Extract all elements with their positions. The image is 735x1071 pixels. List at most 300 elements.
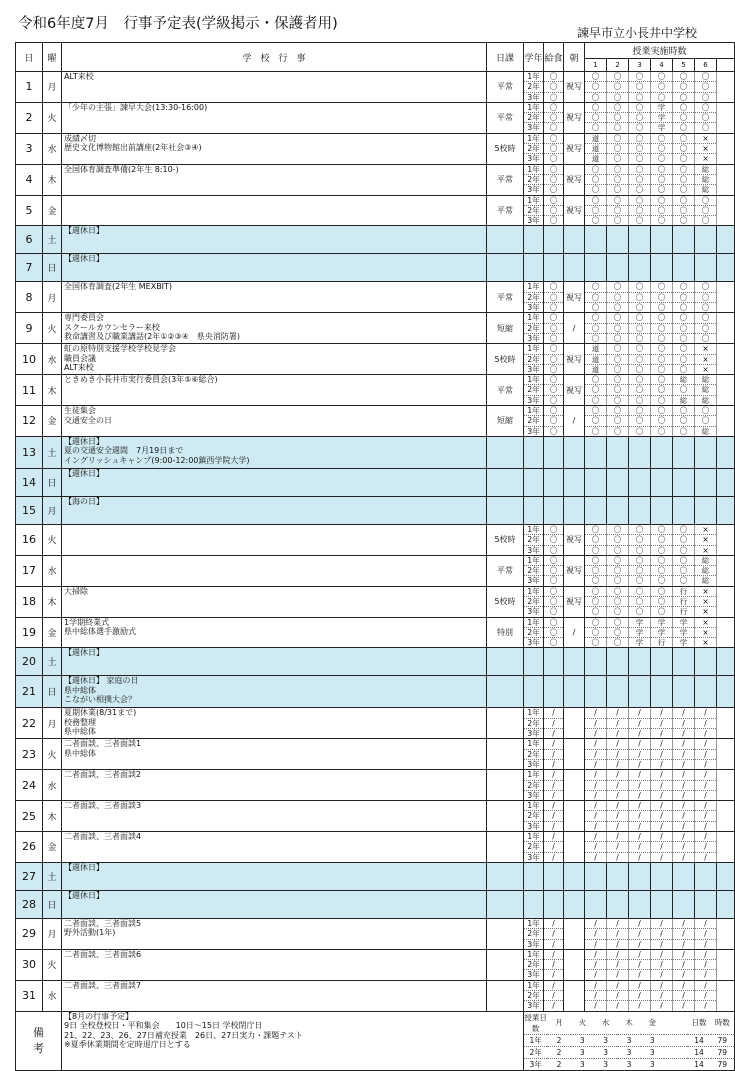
grade-label: 2年 [524, 628, 543, 638]
period-mark: 〇 [591, 576, 600, 586]
empty-cell [651, 862, 673, 890]
period-cell [673, 524, 695, 555]
day-of-week: 火 [43, 102, 62, 133]
empty-cell [673, 496, 695, 524]
event-cell [62, 739, 487, 770]
period-mark: 〇 [629, 282, 650, 292]
period-mark: × [695, 355, 716, 365]
period-mark: 〇 [591, 333, 600, 343]
period-mark: 〇 [657, 92, 666, 102]
event-cell [62, 862, 487, 890]
page-title: 令和6年度7月 行事予定表(学級掲示・保護者用) [18, 16, 338, 32]
empty-cell [607, 676, 629, 708]
period-mark: 〇 [585, 175, 606, 185]
period-mark: 〇 [679, 303, 688, 313]
event-cell [62, 555, 487, 586]
schedule-type [487, 980, 524, 1011]
event-line: ALT来校 [64, 363, 94, 373]
grade-cell [524, 406, 544, 437]
period-cell [651, 524, 673, 555]
event-line: 全国体育調査(2年生 MEXBIT) [64, 282, 173, 292]
meal-mark: 〇 [544, 134, 563, 144]
period-mark: 〇 [679, 154, 688, 164]
meal-mark: 〇 [544, 196, 563, 206]
grade-cell [524, 344, 544, 375]
period-mark: 学 [679, 638, 688, 648]
period-extra-cell [717, 164, 735, 195]
period-cell [695, 164, 717, 195]
period-mark: 行 [673, 587, 694, 597]
meal-mark: 〇 [549, 395, 558, 405]
stats-cell: 3 [641, 1046, 664, 1058]
empty-cell [695, 468, 717, 496]
day-number: 11 [16, 375, 43, 406]
empty-cell [524, 496, 544, 524]
period-mark: 〇 [673, 344, 694, 354]
grade-label: 2年 [524, 750, 543, 760]
period-mark: 〇 [607, 535, 628, 545]
morning-cell: 視写 [564, 555, 585, 586]
stats-cell: 3 [603, 1059, 609, 1069]
period-extra-cell [717, 708, 735, 739]
period-mark: 〇 [607, 196, 628, 206]
period-cell [629, 375, 651, 406]
period-mark: 〇 [591, 216, 600, 226]
period-cell: / / / [673, 918, 695, 949]
period-mark: 〇 [651, 293, 672, 303]
event-line: 【週休日】 [64, 648, 104, 658]
day-of-week: 月 [43, 282, 62, 313]
day-number: 26 [16, 832, 43, 863]
col-periods: 授業実施時数 [585, 43, 735, 59]
period-mark: 学 [651, 618, 672, 628]
empty-cell [544, 436, 564, 468]
empty-cell [585, 890, 607, 918]
period-mark: 〇 [585, 282, 606, 292]
grade-label: 1年 [524, 134, 543, 144]
period-mark: 〇 [651, 587, 672, 597]
grade-label: 2年 [524, 385, 543, 395]
period-mark: 〇 [585, 375, 606, 385]
schedule-body [16, 72, 735, 1012]
morning-cell [564, 832, 585, 863]
empty-cell [717, 468, 735, 496]
period-mark: 〇 [591, 426, 600, 436]
empty-cell [524, 468, 544, 496]
period-mark: 総 [701, 426, 710, 436]
grade-label: 3年 [527, 576, 540, 586]
event-line: 専門委員会 [64, 313, 104, 323]
event-cell [62, 254, 487, 282]
empty-cell [695, 862, 717, 890]
period-mark: 〇 [629, 344, 650, 354]
period-mark: 〇 [585, 525, 606, 535]
meal-mark: 〇 [544, 175, 563, 185]
meal-mark: 〇 [544, 587, 563, 597]
period-mark: 〇 [613, 333, 622, 343]
period-mark: 〇 [607, 355, 628, 365]
day-number: 15 [16, 496, 43, 524]
empty-cell [607, 468, 629, 496]
day-number: 4 [16, 164, 43, 195]
event-line: スクールカウンセラー来校 [64, 322, 160, 332]
period-mark: 〇 [657, 185, 666, 195]
period-cell: / / / [585, 739, 607, 770]
grade-cell [524, 555, 544, 586]
day-row [16, 676, 735, 708]
period-mark: × [695, 535, 716, 545]
period-mark: 〇 [591, 185, 600, 195]
grade-label: 1年 [524, 801, 543, 811]
morning-cell: 視写 [564, 282, 585, 313]
grade-label: 1年 [524, 313, 543, 323]
schedule-type: 平常 [487, 102, 524, 133]
period-mark: 〇 [635, 607, 644, 617]
grade-cell [524, 133, 544, 164]
col-period-extra [717, 59, 735, 72]
event-line: 生徒集会 [64, 406, 96, 416]
period-mark: 〇 [607, 385, 628, 395]
meal-cell [544, 406, 564, 437]
footer-stats [524, 1011, 735, 1070]
grade-label: 3年 [527, 395, 540, 405]
period-mark: 〇 [629, 597, 650, 607]
period-cell [585, 406, 607, 437]
period-mark: × [695, 618, 716, 628]
period-mark: 〇 [607, 82, 628, 92]
morning-cell: 視写 [564, 344, 585, 375]
period-mark: 〇 [695, 324, 716, 334]
period-cell: / / / [607, 949, 629, 980]
empty-cell [607, 862, 629, 890]
period-cell [651, 617, 673, 648]
meal-mark: 〇 [549, 92, 558, 102]
period-mark: 〇 [679, 426, 688, 436]
period-mark: 〇 [695, 313, 716, 323]
day-number: 3 [16, 133, 43, 164]
period-cell [695, 555, 717, 586]
period-mark: 〇 [651, 525, 672, 535]
day-of-week: 木 [43, 164, 62, 195]
empty-cell [524, 436, 544, 468]
meal-mark: 〇 [549, 303, 558, 313]
day-number: 10 [16, 344, 43, 375]
period-mark: 〇 [629, 324, 650, 334]
morning-cell [564, 801, 585, 832]
day-number: 17 [16, 555, 43, 586]
meal-cell [544, 344, 564, 375]
meal-mark: 〇 [549, 545, 558, 555]
day-row [16, 617, 735, 648]
stats-header: 時数 [711, 1012, 734, 1035]
meal-mark: 〇 [544, 535, 563, 545]
event-cell [62, 468, 487, 496]
period-cell [585, 617, 607, 648]
grade-label: 3年 [527, 123, 540, 133]
event-line: 二者面談、三者面談6 [64, 949, 142, 959]
period-mark: 〇 [651, 175, 672, 185]
footer-stats-table [524, 1012, 734, 1070]
period-mark: 〇 [651, 206, 672, 216]
empty-cell [651, 496, 673, 524]
grade-label: 1年 [524, 103, 543, 113]
day-of-week: 月 [43, 918, 62, 949]
day-number: 16 [16, 524, 43, 555]
empty-cell [673, 254, 695, 282]
meal-mark: 〇 [549, 426, 558, 436]
event-cell [62, 375, 487, 406]
period-mark: 学 [651, 628, 672, 638]
grade-label: 2年 [524, 416, 543, 426]
period-mark: 〇 [585, 618, 606, 628]
period-mark: 〇 [635, 185, 644, 195]
period-mark: 行 [679, 607, 688, 617]
empty-cell [695, 436, 717, 468]
period-cell: / / / [651, 739, 673, 770]
empty-cell [524, 890, 544, 918]
empty-cell [524, 226, 544, 254]
event-line: 二者面談、三者面談5 [64, 918, 142, 928]
stats-cell [664, 1046, 687, 1058]
empty-cell [585, 862, 607, 890]
meal-mark: 〇 [549, 607, 558, 617]
day-row [16, 586, 735, 617]
period-mark: 行 [657, 638, 666, 648]
day-of-week: 金 [43, 617, 62, 648]
period-cell [651, 195, 673, 226]
empty-cell [585, 468, 607, 496]
period-mark: 〇 [673, 196, 694, 206]
period-mark: 総 [701, 185, 710, 195]
period-mark: 〇 [629, 566, 650, 576]
period-mark: 〇 [629, 355, 650, 365]
period-mark: 〇 [673, 293, 694, 303]
morning-cell [564, 918, 585, 949]
stats-cell: 2年 [524, 1046, 547, 1058]
event-line: 「少年の主張」諫早大会(13:30-16:00) [64, 102, 208, 112]
period-mark: 〇 [673, 82, 694, 92]
event-line: 大掃除 [64, 586, 88, 596]
period-mark: 総 [701, 395, 710, 405]
grade-label: 3年 [527, 821, 540, 831]
stats-cell: 2 [556, 1059, 562, 1069]
period-cell: / / / [651, 918, 673, 949]
period-mark: 〇 [657, 607, 666, 617]
event-cell [62, 648, 487, 676]
day-row [16, 226, 735, 254]
meal-cell [544, 133, 564, 164]
event-cell [62, 949, 487, 980]
grade-cell [524, 102, 544, 133]
grade-label: 2年 [524, 144, 543, 154]
period-mark: 〇 [607, 313, 628, 323]
period-mark: 〇 [695, 82, 716, 92]
schedule-type: 特別 [487, 617, 524, 648]
event-line: 【週休日】 [64, 254, 104, 264]
period-mark: 行 [673, 597, 694, 607]
empty-cell [717, 496, 735, 524]
grade-label: 3年 [527, 545, 540, 555]
meal-mark: 〇 [544, 628, 563, 638]
empty-cell [564, 890, 585, 918]
empty-cell [717, 676, 735, 708]
period-mark: 道 [585, 355, 606, 365]
grade-cell [524, 586, 544, 617]
period-cell: / / / [585, 801, 607, 832]
event-line: 職員会議 [64, 353, 96, 363]
grade-label: 2年 [524, 781, 543, 791]
meal-mark: 〇 [544, 416, 563, 426]
period-cell [695, 344, 717, 375]
schedule-type: 5校時 [487, 133, 524, 164]
period-mark: 〇 [673, 206, 694, 216]
period-mark: 〇 [673, 134, 694, 144]
grade-label: 2年 [524, 355, 543, 365]
grade-label: 3年 [527, 729, 540, 739]
stats-cell: 14 [687, 1046, 710, 1058]
period-mark: 〇 [591, 123, 600, 133]
grade-label: 2年 [524, 960, 543, 970]
empty-cell [607, 496, 629, 524]
stats-cell: 3 [579, 1059, 585, 1069]
empty-cell [673, 468, 695, 496]
period-mark: 〇 [607, 406, 628, 416]
period-cell: / / / [585, 949, 607, 980]
period-cell: / / / [695, 832, 717, 863]
morning-cell: / [564, 313, 585, 344]
period-mark: 〇 [701, 216, 710, 226]
day-row [16, 524, 735, 555]
period-mark: 〇 [651, 406, 672, 416]
period-mark: 〇 [673, 313, 694, 323]
empty-cell [651, 436, 673, 468]
stats-cell: 3 [641, 1034, 664, 1046]
grade-label: 1年 [524, 556, 543, 566]
empty-cell [695, 676, 717, 708]
period-mark: 〇 [613, 123, 622, 133]
empty-cell [544, 226, 564, 254]
event-line: 二者面談、三者面談3 [64, 801, 142, 811]
meal-mark: 〇 [549, 185, 558, 195]
period-mark: 〇 [607, 175, 628, 185]
period-cell [673, 586, 695, 617]
day-number: 20 [16, 648, 43, 676]
empty-cell [651, 468, 673, 496]
period-mark: 〇 [651, 344, 672, 354]
grade-cell [524, 195, 544, 226]
period-cell [607, 72, 629, 103]
meal-mark: 〇 [544, 82, 563, 92]
period-cell: / / / [607, 980, 629, 1011]
grade-label: 1年 [524, 344, 543, 354]
period-mark: 〇 [613, 303, 622, 313]
day-of-week: 金 [43, 832, 62, 863]
stats-header: 月 [547, 1012, 570, 1035]
period-mark: 総 [695, 566, 716, 576]
empty-cell [651, 226, 673, 254]
meal-mark: 〇 [549, 576, 558, 586]
period-cell [695, 195, 717, 226]
empty-cell [673, 226, 695, 254]
meal-cell [544, 72, 564, 103]
period-mark: × [695, 587, 716, 597]
stats-header: 授業日数 [524, 1012, 547, 1033]
stats-cell: 3 [617, 1034, 640, 1046]
col-period-3: 3 [629, 59, 651, 72]
period-mark: 〇 [607, 144, 628, 154]
period-extra-cell [717, 282, 735, 313]
schedule-type [487, 739, 524, 770]
day-number: 30 [16, 949, 43, 980]
day-number: 24 [16, 770, 43, 801]
col-meal: 給食 [544, 43, 564, 72]
empty-cell [564, 468, 585, 496]
period-mark: 〇 [607, 134, 628, 144]
day-number: 5 [16, 195, 43, 226]
day-of-week: 水 [43, 133, 62, 164]
period-mark: 〇 [701, 123, 710, 133]
grade-label: 3年 [527, 939, 540, 949]
day-number: 13 [16, 436, 43, 468]
period-mark: 〇 [651, 355, 672, 365]
meal-cell: / / / [544, 918, 564, 949]
period-mark: 〇 [651, 597, 672, 607]
event-cell [62, 524, 487, 555]
morning-cell [564, 708, 585, 739]
grade-cell [524, 617, 544, 648]
footer-label [16, 1011, 62, 1070]
meal-cell: / / / [544, 980, 564, 1011]
period-cell [695, 524, 717, 555]
event-cell [62, 890, 487, 918]
period-mark: 〇 [607, 556, 628, 566]
empty-cell [651, 254, 673, 282]
meal-mark: 〇 [544, 566, 563, 576]
meal-mark: 〇 [549, 364, 558, 374]
empty-cell [607, 436, 629, 468]
period-cell: / / / [607, 801, 629, 832]
grade-cell [524, 282, 544, 313]
empty-cell [651, 676, 673, 708]
period-cell [585, 524, 607, 555]
schedule-type: 平常 [487, 282, 524, 313]
period-extra-cell [717, 949, 735, 980]
grade-label: 1年 [524, 196, 543, 206]
schedule-type [487, 468, 524, 496]
period-extra-cell [717, 406, 735, 437]
meal-mark: 〇 [544, 355, 563, 365]
period-cell: / / / [651, 980, 673, 1011]
day-row [16, 282, 735, 313]
stats-cell: 3 [571, 1046, 594, 1058]
period-mark: 〇 [585, 416, 606, 426]
grade-label: 1年 [524, 832, 543, 842]
grade-label: 2年 [524, 929, 543, 939]
period-mark: 〇 [651, 72, 672, 82]
period-mark: 〇 [657, 154, 666, 164]
morning-cell: 視写 [564, 195, 585, 226]
period-mark: 〇 [695, 406, 716, 416]
period-mark: 〇 [613, 576, 622, 586]
period-mark: 〇 [613, 364, 622, 374]
period-cell [607, 133, 629, 164]
meal-mark: 〇 [544, 282, 563, 292]
period-cell: / / / [695, 739, 717, 770]
day-of-week: 水 [43, 344, 62, 375]
period-cell [629, 586, 651, 617]
day-row [16, 468, 735, 496]
period-mark: 〇 [585, 406, 606, 416]
